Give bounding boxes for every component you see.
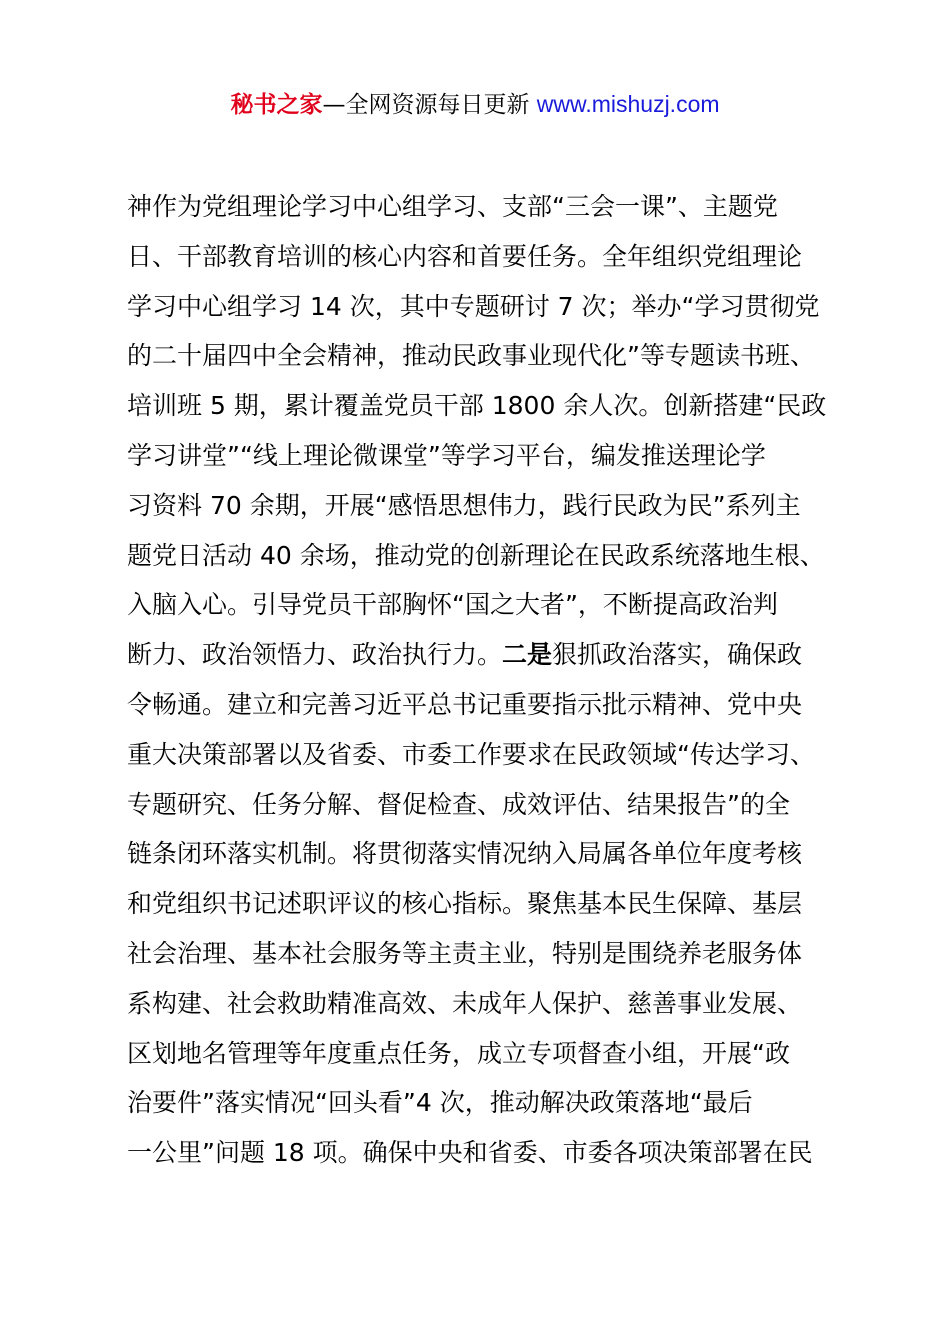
line-text: 学习讲堂”“线上理论微课堂”等学习平台，编发推送理论学 <box>127 440 766 470</box>
text-line <box>127 431 847 481</box>
line-text: 重大决策部署以及省委、市委工作要求在民政领域“传达学习、 <box>127 739 815 769</box>
bold-lead: 二是 <box>502 640 553 670</box>
text-line <box>127 282 847 332</box>
line-text: 断力、政治领悟力、政治执行力。 <box>127 640 503 670</box>
text-line <box>127 879 847 929</box>
text-line <box>127 331 847 381</box>
line-text: 社会治理、基本社会服务等主责主业，特别是围绕养老服务体 <box>127 938 803 968</box>
brand-name: 秘书之家 <box>230 92 323 118</box>
text-line <box>127 829 847 879</box>
line-text: 令畅通。建立和完善习近平总书记重要指示批示精神、党中央 <box>127 689 803 719</box>
site-url[interactable]: www.mishuzj.com <box>536 91 720 117</box>
line-text: 治要件”落实情况“回头看”4 次，推动解决政策落地“最后 <box>127 1088 753 1118</box>
line-text: 一公里”问题 18 项。确保中央和省委、市委各项决策部署在民 <box>127 1138 813 1168</box>
text-line <box>127 1029 847 1079</box>
text-line <box>127 531 847 581</box>
line-text: 系构建、社会救助精准高效、未成年人保护、慈善事业发展、 <box>127 988 803 1018</box>
line-text: 链条闭环落实机制。将贯彻落实情况纳入局属各单位年度考核 <box>127 839 803 869</box>
line-text: 神作为党组理论学习中心组学习、支部“三会一课”、主题党 <box>127 192 778 221</box>
text-line <box>127 580 847 630</box>
line-text: 习资料 70 余期，开展“感悟思想伟力，践行民政为民”系列主 <box>127 490 801 520</box>
line-text: 入脑入心。引导党员干部胸怀“国之大者”，不断提高政治判 <box>127 590 778 620</box>
line-text: 的二十届四中全会精神，推动民政事业现代化”等专题读书班、 <box>127 341 815 371</box>
text-line <box>127 630 847 680</box>
text-line <box>127 680 847 730</box>
site-header <box>0 88 950 121</box>
header-slogan: —全网资源每日更新 <box>322 92 537 118</box>
line-text: 日、干部教育培训的核心内容和首要任务。全年组织党组理论 <box>127 241 803 271</box>
text-line <box>127 481 847 531</box>
line-text: 培训班 5 期，累计覆盖党员干部 1800 余人次。创新搭建“民政 <box>127 391 827 421</box>
text-line <box>127 381 847 431</box>
text-line <box>127 232 847 282</box>
text-line <box>127 780 847 830</box>
line-text: 题党日活动 40 余场，推动党的创新理论在民政系统落地生根、 <box>127 540 825 570</box>
line-text: 和党组织书记述职评议的核心指标。聚焦基本民生保障、基层 <box>127 889 803 919</box>
text-line <box>127 929 847 979</box>
text-line <box>127 1078 847 1128</box>
document-body <box>127 182 847 1178</box>
line-text: 学习中心组学习 14 次，其中专题研讨 7 次；举办“学习贯彻党 <box>127 291 820 321</box>
text-line <box>127 182 847 232</box>
line-text: 区划地名管理等年度重点任务，成立专项督查小组，开展“政 <box>127 1038 790 1068</box>
text-line <box>127 1128 847 1178</box>
line-text: 专题研究、任务分解、督促检查、成效评估、结果报告”的全 <box>127 789 790 819</box>
text-line <box>127 730 847 780</box>
text-line <box>127 979 847 1029</box>
line-text: 狠抓政治落实，确保政 <box>552 640 803 670</box>
